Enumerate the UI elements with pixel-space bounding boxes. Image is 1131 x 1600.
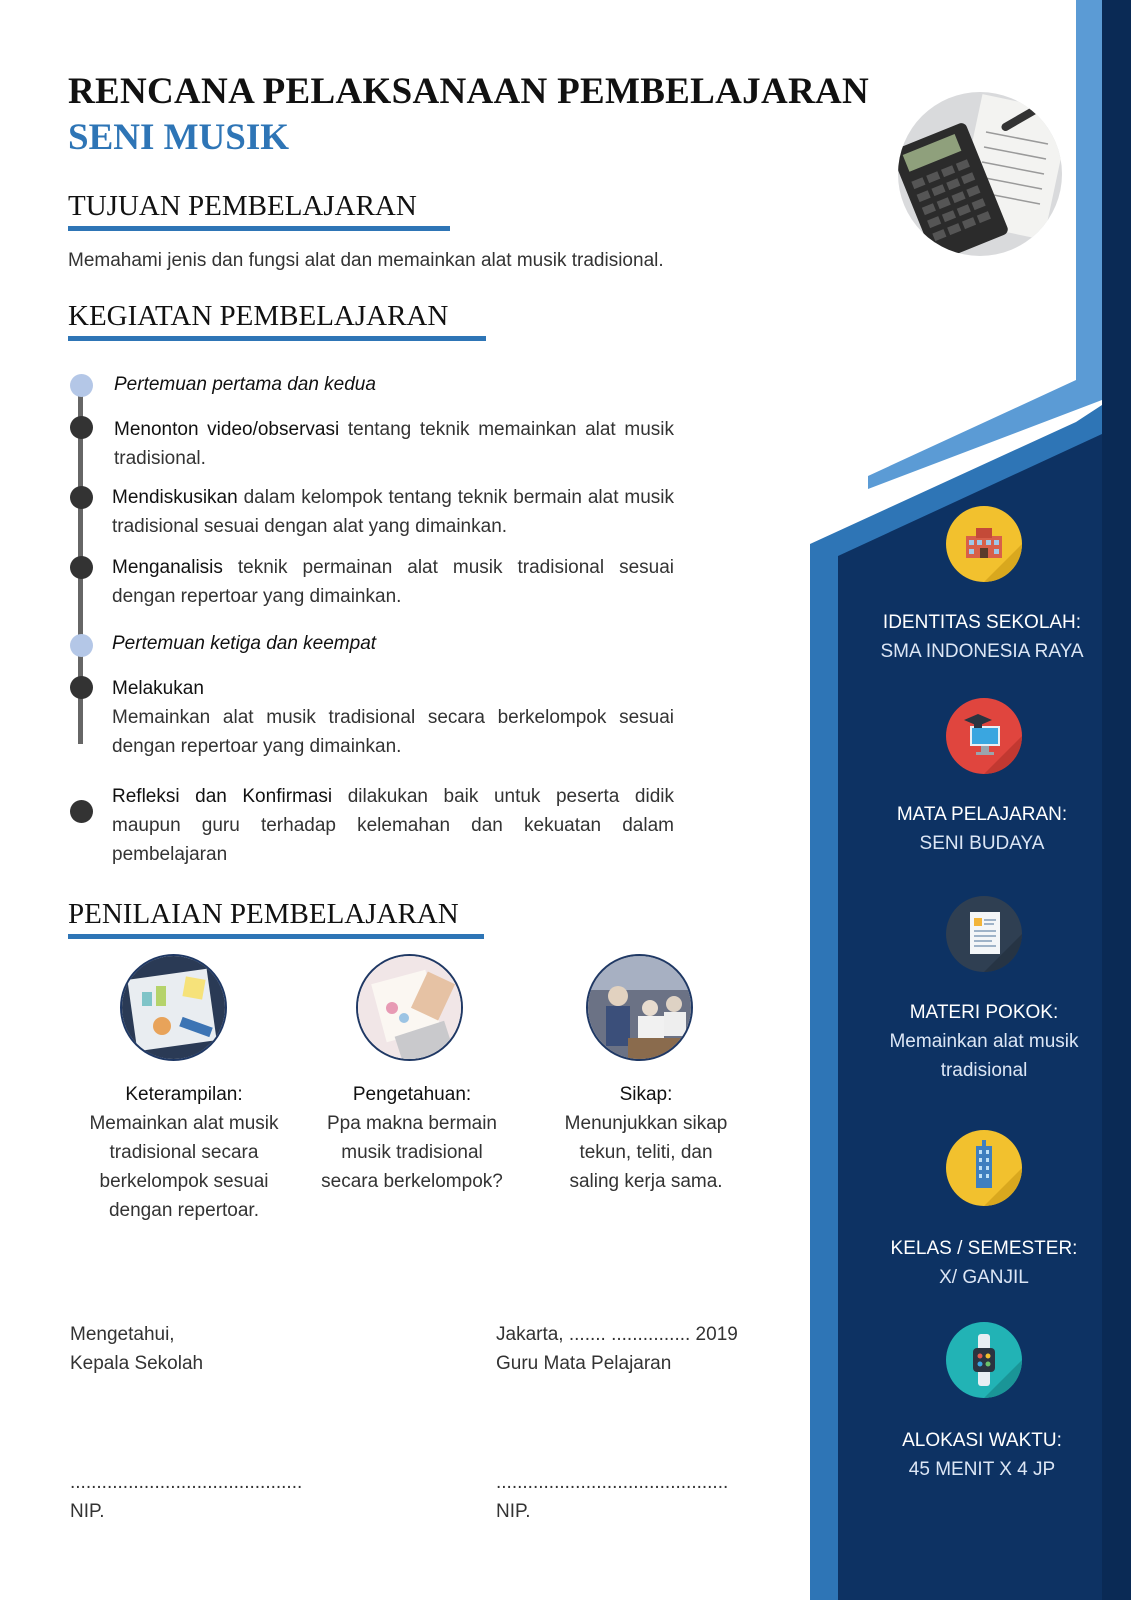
timeline-dot — [70, 676, 93, 699]
assessment-heading: Sikap: — [619, 1084, 673, 1105]
assessment-heading: Keterampilan: — [125, 1084, 243, 1105]
assessment-heading: Pengetahuan: — [352, 1084, 472, 1105]
assessment-line: saling kerja sama. — [569, 1171, 723, 1192]
assessment-line: Ppa makna bermain — [326, 1113, 498, 1134]
assessment-line: Memainkan alat musik — [89, 1113, 279, 1134]
activity-item — [112, 782, 674, 869]
activity-item — [112, 483, 674, 541]
sidebar-label: KELAS / SEMESTER: — [890, 1238, 1078, 1259]
calculator-photo — [898, 92, 1062, 256]
signature-nip: NIP. — [496, 1501, 531, 1522]
signature-nip: NIP. — [70, 1501, 105, 1522]
graduation-monitor-icon — [946, 698, 1022, 774]
activity-item — [114, 415, 674, 473]
kegiatan-heading: KEGIATAN PEMBELAJARAN — [68, 300, 449, 332]
activity-bold: Mendiskusikan — [112, 487, 238, 508]
activity-bold: Refleksi dan Konfirmasi — [112, 786, 333, 807]
assessment-line: tekun, teliti, dan — [579, 1142, 713, 1163]
sidebar-value: SENI BUDAYA — [919, 833, 1045, 854]
timeline-dot — [70, 416, 93, 439]
sidebar-label: MATERI POKOK: — [909, 1002, 1059, 1023]
attitude-photo — [586, 954, 693, 1061]
penilaian-heading: PENILAIAN PEMBELAJARAN — [68, 898, 459, 930]
knowledge-photo — [356, 954, 463, 1061]
activity-bold: Melakukan — [112, 678, 204, 699]
activity-text: teknik permainan alat musik tradisional sesuai dengan repertoar yang dimainkan. — [112, 557, 674, 607]
timeline-dot — [70, 556, 93, 579]
signature-line: Mengetahui, — [70, 1324, 175, 1345]
sidebar-value: 45 MENIT X 4 JP — [908, 1459, 1056, 1480]
smartwatch-icon — [946, 1322, 1022, 1398]
sidebar-value: Memainkan alat musik tradisional — [889, 1031, 1079, 1081]
subject-title: SENI MUSIK — [68, 117, 290, 158]
assessment-line: berkelompok sesuai — [99, 1171, 269, 1192]
signature-teacher — [496, 1320, 738, 1378]
signature-dots: ............................................ — [70, 1472, 303, 1493]
activity-item — [112, 553, 674, 611]
meeting-heading-2: Pertemuan ketiga dan keempat — [112, 633, 377, 654]
activity-text: dilakukan baik untuk peserta didik maupun guru terhadap kelemahan dan kekuatan dalam pembelajaran — [112, 786, 674, 865]
assessment-attitude — [534, 1080, 758, 1196]
activity-text: dalam kelompok tentang teknik bermain alat musik tradisional sesuai dengan alat yang dimainkan. — [112, 487, 674, 537]
assessment-line: dengan repertoar. — [108, 1200, 259, 1221]
tujuan-text: Memahami jenis dan fungsi alat dan memainkan alat musik tradisional. — [68, 250, 664, 271]
assessment-line: musik tradisional — [341, 1142, 483, 1163]
activity-bold: Menganalisis — [112, 557, 223, 578]
kegiatan-underline — [68, 336, 486, 341]
tujuan-underline — [68, 226, 450, 231]
activity-text: tentang teknik memainkan alat musik tradisional. — [114, 419, 674, 469]
signature-role: Guru Mata Pelajaran — [496, 1353, 672, 1374]
assessment-line: tradisional secara — [109, 1142, 259, 1163]
sidebar-label: IDENTITAS SEKOLAH: — [882, 612, 1082, 633]
signature-teacher-name — [496, 1468, 728, 1526]
sidebar-label: ALOKASI WAKTU: — [902, 1430, 1062, 1451]
penilaian-underline — [68, 934, 484, 939]
sidebar-value: SMA INDONESIA RAYA — [880, 641, 1084, 662]
document-icon — [946, 896, 1022, 972]
activity-text: Memainkan alat musik tradisional secara berkelompok sesuai dengan repertoar yang dimainkan. — [112, 707, 674, 757]
signature-dots: ............................................ — [496, 1472, 729, 1493]
tujuan-heading: TUJUAN PEMBELAJARAN — [68, 190, 417, 222]
assessment-skills — [68, 1080, 300, 1225]
signature-principal — [70, 1320, 203, 1378]
assessment-line: Menunjukkan sikap — [564, 1113, 728, 1134]
assessment-knowledge — [300, 1080, 524, 1196]
office-building-icon — [946, 1130, 1022, 1206]
signature-place-date: Jakarta, ....... ............... 2019 — [496, 1324, 738, 1345]
school-building-icon — [946, 506, 1022, 582]
meeting-heading-1: Pertemuan pertama dan kedua — [114, 374, 376, 395]
timeline-dot — [70, 800, 93, 823]
activity-bold: Menonton video/observasi — [114, 419, 340, 440]
sidebar-value: X/ GANJIL — [939, 1267, 1029, 1288]
timeline-dot — [70, 634, 93, 657]
document-title: RENCANA PELAKSANAAN PEMBELAJARAN — [68, 71, 870, 112]
timeline-dot — [70, 374, 93, 397]
sidebar-label: MATA PELAJARAN: — [896, 804, 1068, 825]
skills-photo — [120, 954, 227, 1061]
signature-principal-name — [70, 1468, 302, 1526]
timeline-dot — [70, 486, 93, 509]
assessment-line: secara berkelompok? — [321, 1171, 503, 1192]
signature-role: Kepala Sekolah — [70, 1353, 204, 1374]
